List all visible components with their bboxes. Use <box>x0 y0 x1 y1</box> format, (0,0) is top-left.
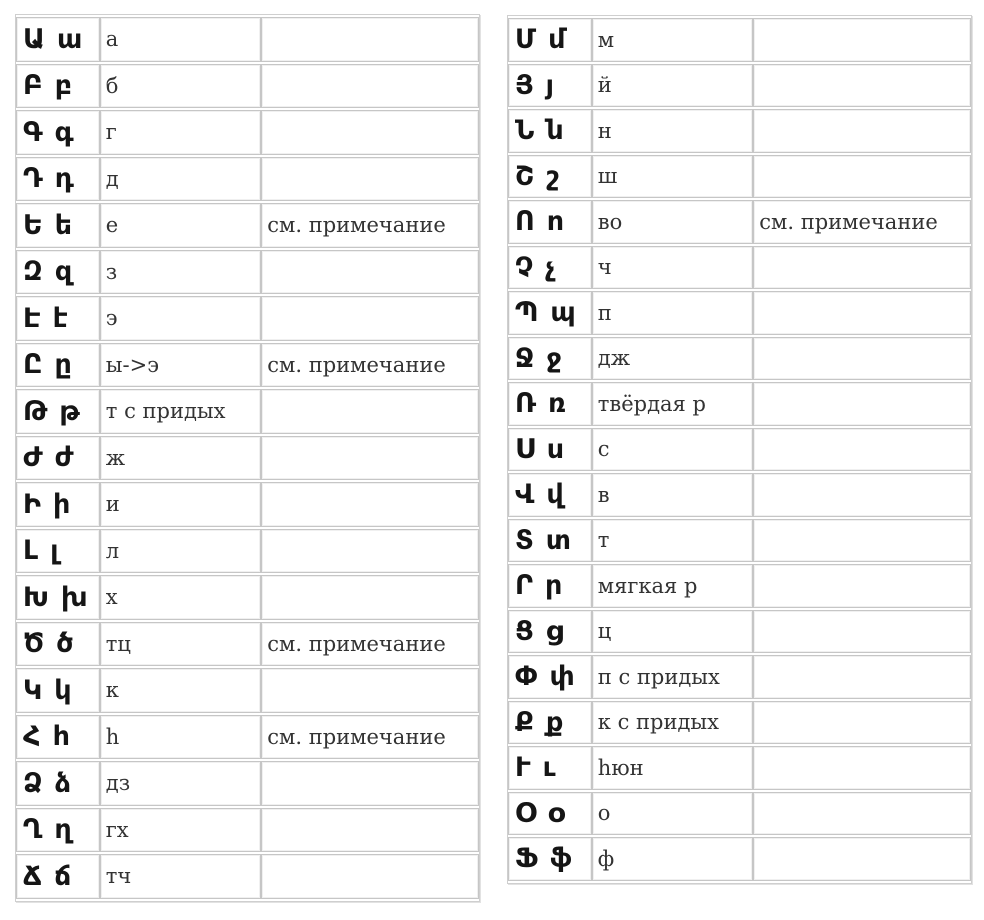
lowercase-letter: վ <box>546 479 566 511</box>
uppercase-letter: Յ <box>515 69 536 101</box>
armenian-letter-cell <box>16 110 100 155</box>
letter-row <box>508 200 971 244</box>
armenian-letter-cell <box>16 529 100 574</box>
uppercase-letter: Կ <box>23 674 45 706</box>
lowercase-letter: փ <box>549 661 577 693</box>
armenian-letter-cell <box>16 482 100 527</box>
armenian-letter-cell <box>16 622 100 667</box>
armenian-letter-cell <box>508 337 592 381</box>
letter-row <box>16 343 479 388</box>
armenian-letter-cell <box>16 157 100 202</box>
pronunciation-cell: гх <box>100 808 261 853</box>
lowercase-letter: ե <box>54 209 75 241</box>
armenian-letter-cell <box>16 389 100 434</box>
letter-row <box>508 564 971 608</box>
armenian-letter-cell <box>16 436 100 481</box>
lowercase-letter: յ <box>545 69 556 101</box>
uppercase-letter: Օ <box>515 797 538 829</box>
armenian-letter-cell <box>16 17 100 62</box>
note-cell <box>753 519 971 563</box>
pronunciation-cell: з <box>100 250 261 295</box>
pronunciation-cell: м <box>592 18 753 62</box>
lowercase-letter: բ <box>54 70 75 102</box>
uppercase-letter: Ճ <box>23 860 45 892</box>
letter-row <box>16 529 479 574</box>
uppercase-letter: Ո <box>515 206 537 238</box>
letter-row <box>16 854 479 899</box>
uppercase-letter: Ե <box>23 209 45 241</box>
uppercase-letter: Ց <box>515 615 536 647</box>
letter-row <box>16 668 479 713</box>
lowercase-letter: ք <box>545 706 566 738</box>
pronunciation-cell: л <box>100 529 261 574</box>
uppercase-letter: Պ <box>515 297 541 329</box>
pronunciation-cell: т с придых <box>100 389 261 434</box>
letter-row <box>16 110 479 155</box>
pronunciation-cell: х <box>100 575 261 620</box>
uppercase-letter: Ի <box>23 488 43 520</box>
pronunciation-cell: е <box>100 203 261 248</box>
lowercase-letter: ա <box>56 23 85 55</box>
lowercase-letter: ձ <box>54 767 74 799</box>
uppercase-letter: Ձ <box>23 767 45 799</box>
armenian-letter-cell <box>16 343 100 388</box>
letter-row <box>508 701 971 745</box>
armenian-letter-cell <box>508 291 592 335</box>
note-cell <box>753 382 971 426</box>
pronunciation-cell: мягкая р <box>592 564 753 608</box>
pronunciation-cell: т <box>592 519 753 563</box>
note-cell <box>261 529 479 574</box>
letter-row <box>16 203 479 248</box>
armenian-letter-cell <box>508 382 592 426</box>
letter-row <box>508 337 971 381</box>
note-cell: см. примечание <box>261 622 479 667</box>
uppercase-letter: Հ <box>23 721 43 753</box>
pronunciation-cell: й <box>592 64 753 108</box>
uppercase-letter: Ղ <box>23 814 45 846</box>
letter-row <box>16 17 479 62</box>
uppercase-letter: Ն <box>515 115 537 147</box>
letter-row <box>508 109 971 153</box>
lowercase-letter: կ <box>54 674 74 706</box>
lowercase-letter: ժ <box>54 442 76 474</box>
lowercase-letter: խ <box>60 581 90 613</box>
pronunciation-cell: э <box>100 296 261 341</box>
uppercase-letter: Բ <box>23 70 45 102</box>
lowercase-letter: ո <box>546 206 567 238</box>
note-cell <box>261 157 479 202</box>
pronunciation-cell: дж <box>592 337 753 381</box>
armenian-letter-cell <box>508 473 592 517</box>
note-cell: см. примечание <box>261 203 479 248</box>
pronunciation-cell: б <box>100 64 261 109</box>
uppercase-letter: Է <box>23 302 43 334</box>
uppercase-letter: Ը <box>23 349 45 381</box>
armenian-letter-cell <box>508 155 592 199</box>
pronunciation-cell: в <box>592 473 753 517</box>
lowercase-letter: չ <box>545 251 558 283</box>
armenian-letter-cell <box>16 250 100 295</box>
note-cell <box>753 18 971 62</box>
note-cell <box>753 109 971 153</box>
pronunciation-cell: тч <box>100 854 261 899</box>
note-cell <box>261 668 479 713</box>
note-cell <box>753 428 971 472</box>
note-cell <box>261 110 479 155</box>
letter-row <box>16 250 479 295</box>
lowercase-letter: դ <box>54 163 76 195</box>
alphabet-table-right-body <box>508 18 971 881</box>
note-cell <box>261 64 479 109</box>
note-cell: см. примечание <box>261 715 479 760</box>
letter-row <box>16 482 479 527</box>
uppercase-letter: Ա <box>23 23 47 55</box>
letter-row <box>508 473 971 517</box>
uppercase-letter: Ք <box>515 706 536 738</box>
letter-row <box>508 610 971 654</box>
lowercase-letter: տ <box>545 524 573 556</box>
lowercase-letter: զ <box>54 256 75 288</box>
lowercase-letter: օ <box>547 797 567 829</box>
uppercase-letter: Ծ <box>23 628 47 660</box>
note-cell <box>261 17 479 62</box>
lowercase-letter: լ <box>50 535 61 567</box>
pronunciation-cell: ы->э <box>100 343 261 388</box>
letter-row <box>16 761 479 806</box>
uppercase-letter: Ջ <box>515 342 537 374</box>
lowercase-letter: ց <box>545 615 566 647</box>
letter-row <box>508 246 971 290</box>
note-cell: см. примечание <box>261 343 479 388</box>
armenian-letter-cell <box>508 564 592 608</box>
armenian-letter-cell <box>16 761 100 806</box>
uppercase-letter: Ւ <box>515 752 533 784</box>
armenian-letter-cell <box>508 746 592 790</box>
note-cell <box>753 701 971 745</box>
armenian-letter-cell <box>508 701 592 745</box>
uppercase-letter: Ռ <box>515 388 539 420</box>
note-cell <box>261 761 479 806</box>
letter-row <box>16 157 479 202</box>
lowercase-letter: ղ <box>54 814 74 846</box>
note-cell <box>753 246 971 290</box>
uppercase-letter: Ր <box>515 570 535 602</box>
pronunciation-cell: и <box>100 482 261 527</box>
note-cell <box>753 610 971 654</box>
lowercase-letter: ջ <box>546 342 564 374</box>
lowercase-letter: ռ <box>548 388 569 420</box>
pronunciation-cell: к с придых <box>592 701 753 745</box>
lowercase-letter: ի <box>52 488 73 520</box>
note-cell <box>261 808 479 853</box>
letter-row <box>16 715 479 760</box>
letter-row <box>508 382 971 426</box>
note-cell <box>261 575 479 620</box>
letter-row <box>508 746 971 790</box>
armenian-letter-cell <box>16 668 100 713</box>
letter-row <box>508 519 971 563</box>
letter-row <box>508 18 971 62</box>
lowercase-letter: ճ <box>54 860 74 892</box>
lowercase-letter: ս <box>546 433 567 465</box>
armenian-letter-cell <box>508 519 592 563</box>
armenian-letter-cell <box>16 203 100 248</box>
uppercase-letter: Ժ <box>23 442 45 474</box>
lowercase-letter: գ <box>54 116 76 148</box>
lowercase-letter: ֆ <box>550 843 575 875</box>
letter-row <box>16 622 479 667</box>
letter-row <box>16 575 479 620</box>
pronunciation-cell: дз <box>100 761 261 806</box>
letter-row <box>508 155 971 199</box>
note-cell: см. примечание <box>753 200 971 244</box>
lowercase-letter: հ <box>52 721 72 753</box>
note-cell <box>261 296 479 341</box>
lowercase-letter: ը <box>54 349 74 381</box>
note-cell <box>753 746 971 790</box>
lowercase-letter: պ <box>550 297 578 329</box>
pronunciation-cell: h <box>100 715 261 760</box>
note-cell <box>261 436 479 481</box>
uppercase-letter: Գ <box>23 116 45 148</box>
armenian-letter-cell <box>508 792 592 836</box>
letter-row <box>16 436 479 481</box>
note-cell <box>753 564 971 608</box>
uppercase-letter: Վ <box>515 479 537 511</box>
armenian-letter-cell <box>16 64 100 109</box>
armenian-letter-cell <box>508 655 592 699</box>
pronunciation-cell: с <box>592 428 753 472</box>
armenian-letter-cell <box>16 296 100 341</box>
uppercase-letter: Մ <box>515 24 539 56</box>
pronunciation-cell: ч <box>592 246 753 290</box>
lowercase-letter: շ <box>546 160 562 192</box>
note-cell <box>261 250 479 295</box>
armenian-letter-cell <box>508 18 592 62</box>
armenian-letter-cell <box>508 64 592 108</box>
uppercase-letter: Ֆ <box>515 843 541 875</box>
alphabet-table-right <box>507 15 972 884</box>
alphabet-table-left-body <box>16 17 479 899</box>
note-cell <box>753 837 971 881</box>
armenian-letter-cell <box>508 200 592 244</box>
armenian-letter-cell <box>16 854 100 899</box>
pronunciation-cell: во <box>592 200 753 244</box>
pronunciation-cell: твёрдая р <box>592 382 753 426</box>
letter-row <box>16 296 479 341</box>
pronunciation-cell: тц <box>100 622 261 667</box>
lowercase-letter: ւ <box>542 752 558 784</box>
pronunciation-cell: д <box>100 157 261 202</box>
lowercase-letter: է <box>52 302 70 334</box>
pronunciation-cell: н <box>592 109 753 153</box>
uppercase-letter: Տ <box>515 524 536 556</box>
note-cell <box>753 64 971 108</box>
alphabet-table-left <box>15 14 480 902</box>
uppercase-letter: Թ <box>23 395 50 427</box>
letter-row <box>16 389 479 434</box>
armenian-letter-cell <box>508 246 592 290</box>
letter-row <box>508 792 971 836</box>
pronunciation-cell: hюн <box>592 746 753 790</box>
lowercase-letter: ն <box>546 115 566 147</box>
uppercase-letter: Ս <box>515 433 537 465</box>
note-cell <box>753 792 971 836</box>
armenian-letter-cell <box>508 428 592 472</box>
armenian-letter-cell <box>16 715 100 760</box>
letter-row <box>508 655 971 699</box>
letter-row <box>16 64 479 109</box>
pronunciation-cell: ж <box>100 436 261 481</box>
armenian-letter-cell <box>16 575 100 620</box>
letter-row <box>508 291 971 335</box>
pronunciation-cell: о <box>592 792 753 836</box>
pronunciation-cell: п <box>592 291 753 335</box>
uppercase-letter: Խ <box>23 581 51 613</box>
pronunciation-cell: ц <box>592 610 753 654</box>
pronunciation-cell: п с придых <box>592 655 753 699</box>
armenian-letter-cell <box>16 808 100 853</box>
pronunciation-cell: ф <box>592 837 753 881</box>
note-cell <box>753 155 971 199</box>
letter-row <box>16 808 479 853</box>
uppercase-letter: Փ <box>515 661 540 693</box>
uppercase-letter: Դ <box>23 163 45 195</box>
pronunciation-cell: г <box>100 110 261 155</box>
lowercase-letter: ր <box>544 570 565 602</box>
pronunciation-cell: а <box>100 17 261 62</box>
note-cell <box>753 337 971 381</box>
uppercase-letter: Չ <box>515 251 536 283</box>
note-cell <box>261 854 479 899</box>
letter-row <box>508 428 971 472</box>
note-cell <box>261 389 479 434</box>
uppercase-letter: Շ <box>515 160 537 192</box>
pronunciation-cell: ш <box>592 155 753 199</box>
note-cell <box>261 482 479 527</box>
note-cell <box>753 655 971 699</box>
letter-row <box>508 837 971 881</box>
lowercase-letter: թ <box>59 395 82 427</box>
lowercase-letter: ծ <box>56 628 76 660</box>
note-cell <box>753 473 971 517</box>
letter-row <box>508 64 971 108</box>
lowercase-letter: մ <box>548 24 568 56</box>
uppercase-letter: Զ <box>23 256 45 288</box>
note-cell <box>753 291 971 335</box>
uppercase-letter: Լ <box>23 535 41 567</box>
armenian-letter-cell <box>508 109 592 153</box>
armenian-letter-cell <box>508 837 592 881</box>
pronunciation-cell: к <box>100 668 261 713</box>
armenian-letter-cell <box>508 610 592 654</box>
